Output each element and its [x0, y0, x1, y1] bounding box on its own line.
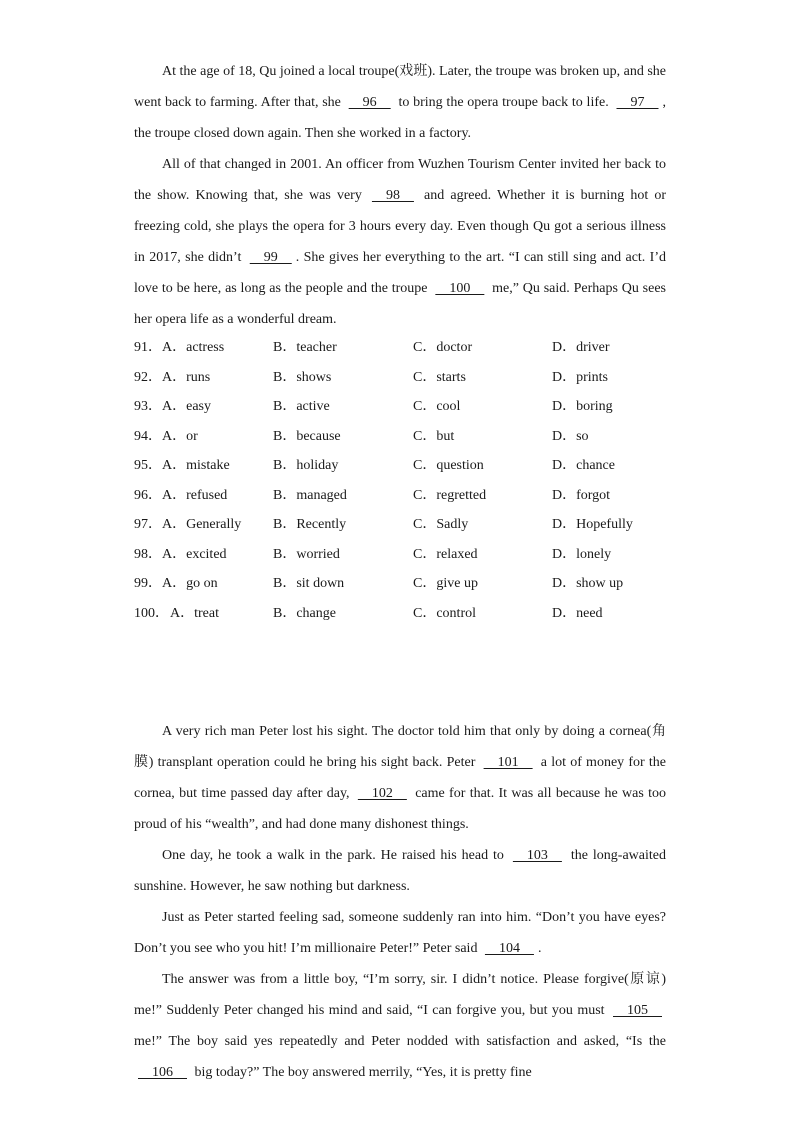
option-c[interactable]: C．starts [413, 369, 466, 385]
question-number: 93． [134, 399, 162, 414]
passage-text: One day, he took a walk in the park. He raised his head to [162, 848, 509, 863]
option-b[interactable]: B．active [273, 399, 330, 414]
passage-text: and agreed. Whether it is burning hot or freezing cold, she plays the opera for 3 hours every day. Even though Qu got a serious illness in 2017, she didn’t [134, 188, 666, 265]
option-b[interactable]: B．because [273, 428, 341, 444]
question-row [134, 569, 674, 599]
question-row [134, 451, 674, 481]
blank-103[interactable]: 103 [512, 848, 562, 863]
question-number: 99． [134, 576, 162, 591]
option-a[interactable]: A．or [162, 428, 198, 444]
question-number: 92． [134, 369, 162, 385]
passage-text: a lot of money for the cornea, but time passed day after day, [134, 755, 666, 801]
option-c[interactable]: C．give up [413, 576, 478, 591]
passage-text: to bring the opera troupe back to life. [394, 95, 613, 110]
option-c[interactable]: C．relaxed [413, 546, 478, 562]
option-d[interactable]: D．need [552, 605, 603, 621]
question-number: 100． [134, 605, 169, 621]
option-a[interactable]: A．mistake [162, 458, 230, 473]
option-c[interactable]: C．but [413, 428, 455, 444]
question-number: 97． [134, 517, 162, 532]
passage-text: A very rich man Peter lost his sight. The doctor told him that only by doing a cornea(角膜) transplant operation could he bring his sight back. Peter [134, 724, 666, 770]
option-a[interactable]: A．runs [162, 369, 211, 385]
option-b[interactable]: B．change [273, 605, 336, 621]
option-c[interactable]: C．doctor [413, 340, 473, 355]
paragraph [134, 56, 666, 149]
paragraph [134, 964, 666, 1088]
answer-options-table [134, 333, 674, 628]
question-number: 96． [134, 487, 162, 503]
blank-97[interactable]: 97 [616, 95, 659, 110]
paragraph [134, 902, 666, 964]
option-a[interactable]: A．Generally [162, 517, 242, 532]
option-a[interactable]: A．actress [162, 340, 225, 355]
passage-text: Just as Peter started feeling sad, someone suddenly ran into him. “Don’t you have eyes? Don’t you see who you hit! I’m millionaire Peter!” Peter said [134, 910, 666, 956]
passage-text: The answer was from a little boy, “I’m sorry, sir. I didn’t notice. Please forgive(原谅) me!” Suddenly Peter changed his mind and said, “I can forgive you, but you must [134, 972, 666, 1018]
option-d[interactable]: D．forgot [552, 487, 611, 503]
passage-text: big today?” The boy answered merrily, “Yes, it is pretty fine [191, 1065, 532, 1080]
question-row [134, 392, 674, 422]
question-row [134, 599, 674, 629]
blank-100[interactable]: 100 [435, 281, 485, 296]
option-d[interactable]: D．chance [552, 458, 615, 473]
passage-text: All of that changed in 2001. An officer from Wuzhen Tourism Center invited her back to the show. Knowing that, she was very [134, 157, 666, 203]
question-number: 95． [134, 458, 162, 473]
option-b[interactable]: B．worried [273, 546, 340, 562]
option-a[interactable]: A．treat [170, 605, 219, 621]
option-d[interactable]: D．so [552, 428, 589, 444]
option-d[interactable]: D．Hopefully [552, 517, 633, 532]
blank-106[interactable]: 106 [138, 1065, 187, 1080]
option-d[interactable]: D．lonely [552, 546, 612, 562]
passage-text: At the age of 18, Qu joined a local troupe(戏班). Later, the troupe was broken up, and she went back to farming. After that, she [134, 64, 666, 110]
question-row [134, 363, 674, 393]
option-b[interactable]: B．shows [273, 369, 332, 385]
question-number: 98． [134, 546, 162, 562]
question-row [134, 540, 674, 570]
question-row [134, 422, 674, 452]
passage-text: . She gives her everything to the art. “I can still sing and act. I’d love to be here, as long as the people and the troupe [134, 250, 666, 296]
blank-99[interactable]: 99 [249, 250, 292, 265]
blank-101[interactable]: 101 [483, 755, 533, 770]
question-row [134, 510, 674, 540]
passage-text: . [537, 941, 542, 956]
option-b[interactable]: B．holiday [273, 458, 339, 473]
option-a[interactable]: A．go on [162, 576, 218, 591]
option-a[interactable]: A．easy [162, 399, 211, 414]
blank-98[interactable]: 98 [371, 188, 414, 203]
question-number: 91． [134, 340, 162, 355]
blank-105[interactable]: 105 [613, 1003, 662, 1018]
passage-text: the long-awaited sunshine. However, he saw nothing but darkness. [134, 848, 666, 894]
paragraph [134, 716, 666, 840]
option-b[interactable]: B．managed [273, 487, 347, 503]
passage-text: me!” The boy said yes repeatedly and Peter nodded with satisfaction and asked, “Is the [134, 1034, 666, 1049]
option-c[interactable]: C．question [413, 458, 484, 473]
passage-text: came for that. It was all because he was too proud of his “wealth”, and had done many dishonest things. [134, 786, 666, 832]
paragraph [134, 149, 666, 335]
question-row [134, 481, 674, 511]
option-d[interactable]: D．driver [552, 340, 610, 355]
passage-two [134, 716, 666, 1088]
option-a[interactable]: A．refused [162, 487, 228, 503]
option-c[interactable]: C．regretted [413, 487, 487, 503]
option-d[interactable]: D．boring [552, 399, 613, 414]
option-b[interactable]: B．Recently [273, 517, 347, 532]
blank-96[interactable]: 96 [348, 95, 391, 110]
option-a[interactable]: A．excited [162, 546, 227, 562]
option-c[interactable]: C．control [413, 605, 476, 621]
option-b[interactable]: B．teacher [273, 340, 337, 355]
question-row [134, 333, 674, 363]
option-d[interactable]: D．show up [552, 576, 624, 591]
passage-text: me,” Qu said. Perhaps Qu sees her opera life as a wonderful dream. [134, 281, 666, 327]
blank-104[interactable]: 104 [484, 941, 534, 956]
passage-text: , the troupe closed down again. Then she worked in a factory. [134, 95, 666, 141]
option-b[interactable]: B．sit down [273, 576, 345, 591]
option-c[interactable]: C．Sadly [413, 517, 469, 532]
paragraph [134, 840, 666, 902]
passage-one [134, 56, 666, 335]
option-d[interactable]: D．prints [552, 369, 608, 385]
question-number: 94． [134, 428, 162, 444]
blank-102[interactable]: 102 [357, 786, 407, 801]
option-c[interactable]: C．cool [413, 399, 461, 414]
